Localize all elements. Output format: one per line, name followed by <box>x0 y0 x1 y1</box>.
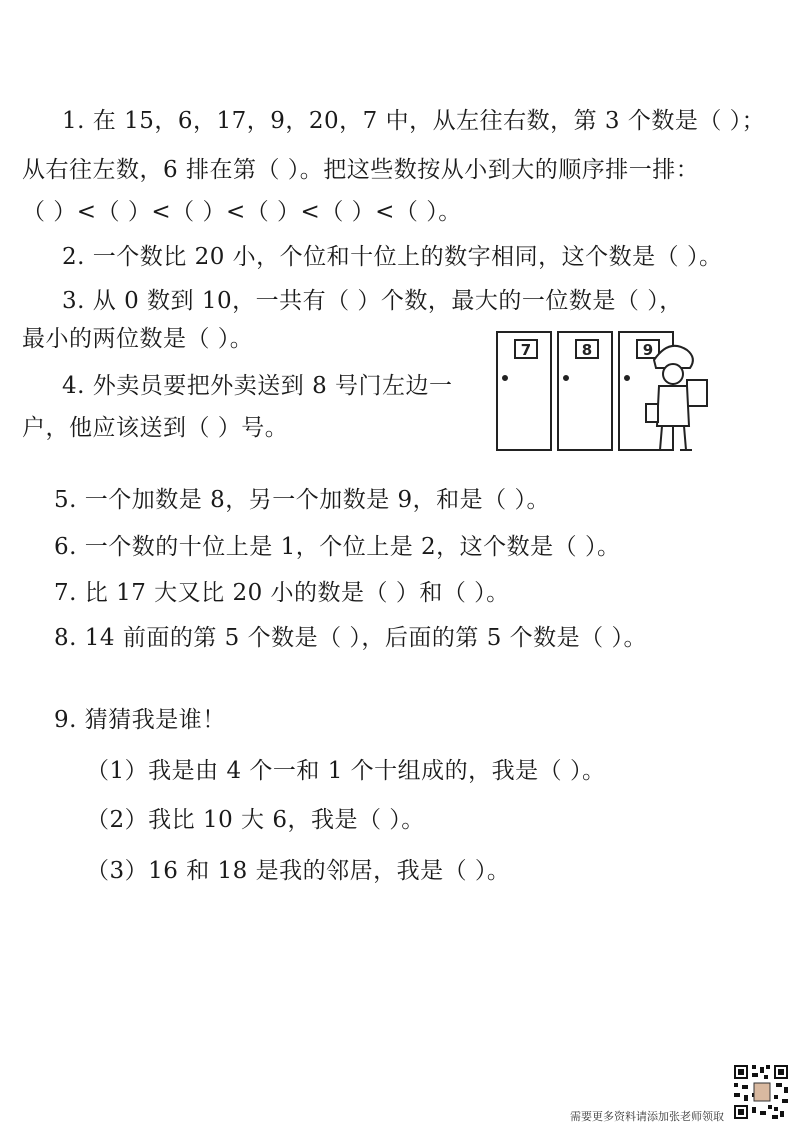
food-bag-icon <box>646 404 658 422</box>
door-7-knob <box>503 376 507 380</box>
q2-text: 2. 一个数比 20 小，个位和十位上的数字相同，这个数是（ ）。 <box>62 244 723 270</box>
delivery-box-icon <box>687 380 707 406</box>
q9-item-3: （3）16 和 18 是我的邻居，我是（ ）。 <box>86 858 511 884</box>
q8-text: 8. 14 前面的第 5 个数是（ ），后面的第 5 个数是（ ）。 <box>54 625 647 651</box>
avatar <box>754 1083 770 1101</box>
q3-line-1: 3. 从 0 数到 10，一共有（ ）个数，最大的一位数是（ ）， <box>62 288 683 314</box>
q1-line-3: （ ）<（ ）<（ ）<（ ）<（ ）<（ ）。 <box>22 199 462 225</box>
q4-line-1: 4. 外卖员要把外卖送到 8 号门左边一 <box>62 373 453 399</box>
delivery-person-icon <box>646 346 707 450</box>
door-number-8: 8 <box>581 341 593 359</box>
q4-line-2: 户，他应该送到（ ）号。 <box>22 415 289 441</box>
door-9-knob <box>625 376 629 380</box>
q9-item-2: （2）我比 10 大 6，我是（ ）。 <box>86 807 425 833</box>
footer-note: 需要更多资料请添加张老师领取 <box>570 1110 724 1123</box>
q3-line-2: 最小的两位数是（ ）。 <box>22 326 254 352</box>
door-8-knob <box>564 376 568 380</box>
q1-line-1: 1. 在 15，6，17，9，20，7 中，从左往右数，第 3 个数是（ ）； <box>62 108 766 134</box>
qr-code-icon <box>732 1063 790 1121</box>
q9-item-1: （1）我是由 4 个一和 1 个十组成的，我是（ ）。 <box>86 758 606 784</box>
door-number-9: 9 <box>642 341 654 359</box>
doors-illustration <box>494 326 716 454</box>
q6-text: 6. 一个数的十位上是 1，个位上是 2，这个数是（ ）。 <box>54 534 621 560</box>
q5-text: 5. 一个加数是 8，另一个加数是 9，和是（ ）。 <box>54 487 550 513</box>
q7-text: 7. 比 17 大又比 20 小的数是（ ）和（ ）。 <box>54 580 510 606</box>
q9-title: 9. 猜猜我是谁！ <box>54 707 226 733</box>
q1-line-2: 从右往左数，6 排在第（ ）。把这些数按从小到大的顺序排一排： <box>22 157 700 183</box>
door-number-7: 7 <box>520 341 532 359</box>
